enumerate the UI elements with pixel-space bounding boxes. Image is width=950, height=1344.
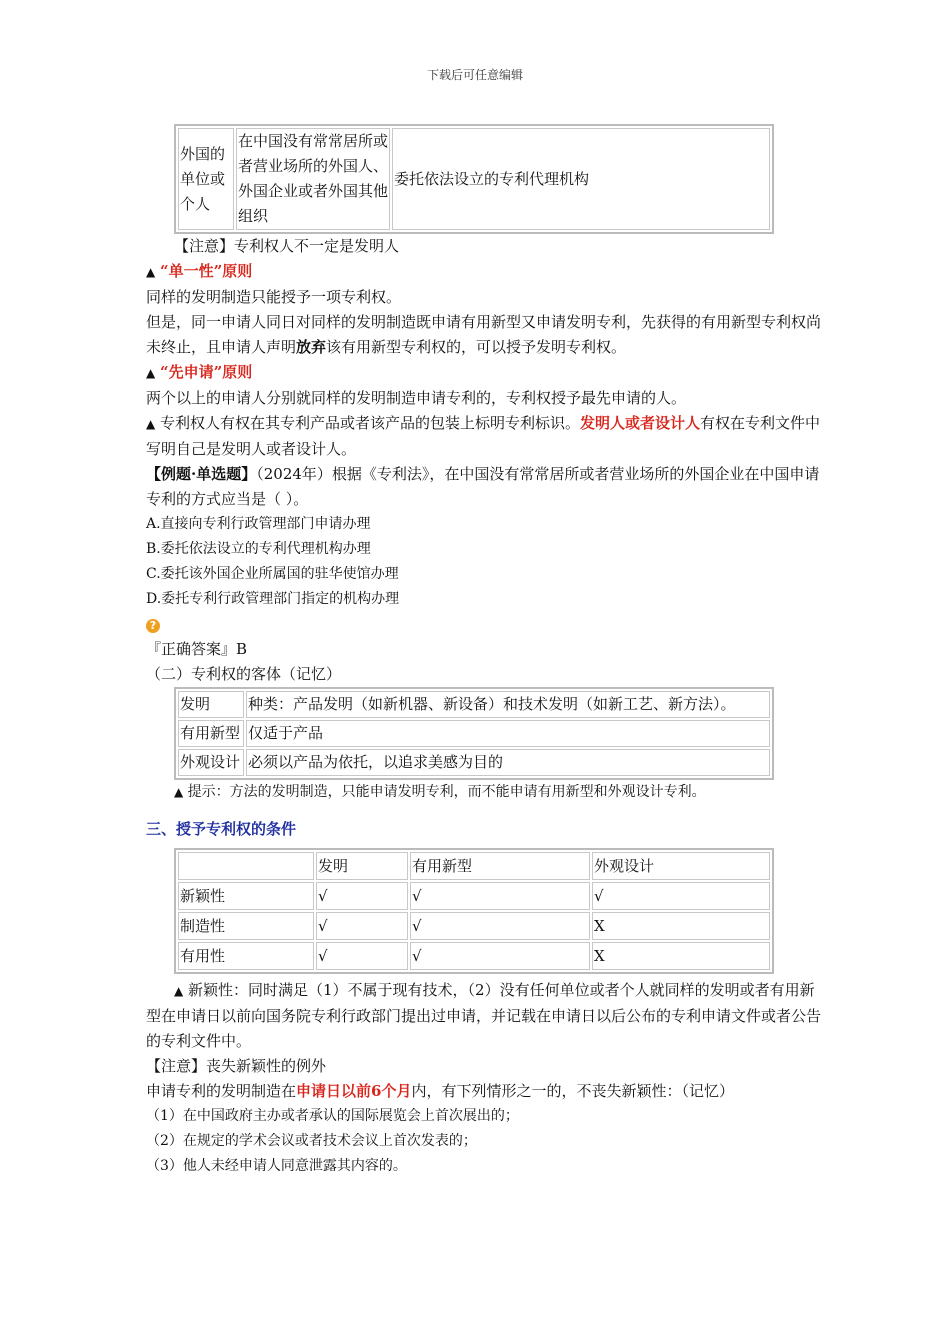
triangle-icon: ▲: [146, 417, 156, 431]
table2-key: 外观设计: [178, 749, 244, 776]
note-novelty-exception: 【注意】丧失新颖性的例外: [146, 1057, 327, 1075]
exception-text-a: 申请专利的发明制造在: [146, 1082, 297, 1100]
table3-cell: √: [410, 882, 590, 910]
single-p2-text-a: 但是，同一申请人同日对同样的发明制造既申请有用新型又申请发明专利，先获得的有用新型专利权尚未终止，且申请人声明: [146, 313, 822, 356]
table2-value: 必须以产品为依托，以追求美感为目的: [246, 749, 770, 776]
table3-cell: X: [592, 912, 770, 940]
exception-item-1: （1）在中国政府主办或者承认的国际展览会上首次展出的；: [146, 1108, 519, 1124]
table-row: [178, 912, 770, 940]
document-body: [146, 124, 826, 1179]
single-principle-title: “单一性”原则: [160, 262, 253, 280]
option-d: D.委托专利行政管理部门指定的机构办理: [146, 591, 400, 607]
table3-cell: √: [316, 882, 408, 910]
table1-cell-method: 委托依法设立的专利代理机构: [392, 128, 770, 230]
table3-cell: 新颖性: [178, 882, 314, 910]
table-row: [178, 720, 770, 747]
table-row: [178, 749, 770, 776]
table3-cell: √: [316, 942, 408, 970]
table-row: [178, 882, 770, 910]
heading-first-principle: [146, 360, 826, 386]
single-principle-p2: [146, 310, 826, 360]
table-row: [178, 691, 770, 718]
table3-header: 发明: [316, 852, 408, 880]
question-mark-icon[interactable]: ?: [146, 619, 160, 633]
page-header: 下载后可任意编辑: [426, 68, 523, 82]
table3-cell: √: [316, 912, 408, 940]
single-p2-bold: 放弃: [296, 338, 327, 356]
marking-text-a: 专利权人有权在其专利产品或者该产品的包装上标明专利标识。: [155, 414, 581, 432]
triangle-icon: ▲: [146, 265, 156, 279]
table-header-row: [178, 852, 770, 880]
tip-text: 提示：方法的发明制造，只能申请发明专利，而不能申请有用新型和外观设计专利。: [183, 784, 706, 800]
novelty-text: 新颖性：同时满足（1）不属于现有技术，（2）没有任何单位或者个人就同样的发明或者有用新型在申请日以前向国务院专利行政部门提出过申请，并记载在申请日以后公布的专利申请文件或者公告的专利文件中。: [146, 981, 822, 1050]
exception-paragraph: [146, 1079, 826, 1104]
table3-cell: 制造性: [178, 912, 314, 940]
triangle-icon: ▲: [174, 984, 184, 998]
correct-answer: 『正确答案』B: [146, 640, 248, 658]
exception-text-red: 申请日以前6个月: [296, 1082, 412, 1100]
patent-object-table: [174, 687, 774, 780]
section2-title: （二）专利权的客体（记忆）: [146, 665, 342, 683]
table3-header: 有用新型: [410, 852, 590, 880]
single-p2-text-c: 该有用新型专利权的，可以授予发明专利权。: [326, 338, 627, 356]
example-question: [146, 462, 826, 512]
exception-item-2: （2）在规定的学术会议或者技术会议上首次发表的；: [146, 1133, 477, 1149]
example-label: 【例题·单选题】: [146, 465, 257, 483]
exception-text-c: 内，有下列情形之一的，不丧失新颖性：（记忆）: [411, 1082, 734, 1100]
table3-header: 外观设计: [592, 852, 770, 880]
marking-text-c: 有权在专利文件中写明自己是发明人或者设计人。: [146, 414, 821, 458]
table3-cell: √: [410, 942, 590, 970]
marking-paragraph: [146, 411, 826, 462]
table3-cell: √: [592, 882, 770, 910]
table3-cell: √: [410, 912, 590, 940]
table3-cell: X: [592, 942, 770, 970]
first-principle-title: “先申请”原则: [160, 363, 253, 381]
option-c: C.委托该外国企业所属国的驻华使馆办理: [146, 566, 399, 582]
patent-conditions-table: [174, 848, 774, 974]
first-principle-p: 两个以上的申请人分别就同样的发明制造申请专利的，专利权授予最先申请的人。: [146, 389, 687, 407]
foreign-applicant-table: [174, 124, 774, 234]
table3-header: [178, 852, 314, 880]
triangle-icon: ▲: [174, 785, 184, 799]
table2-key: 有用新型: [178, 720, 244, 747]
single-principle-p1: 同样的发明制造只能授予一项专利权。: [146, 288, 402, 306]
table2-value: 种类：产品发明（如新机器、新设备）和技术发明（如新工艺、新方法）。: [246, 691, 770, 718]
triangle-icon: ▲: [146, 366, 156, 380]
example-text: （2024年）根据《专利法》，在中国没有常常居所或者营业场所的外国企业在中国申请专利的方式应当是（ ）。: [146, 465, 820, 508]
exception-item-3: （3）他人未经申请人同意泄露其内容的。: [146, 1158, 407, 1174]
table2-key: 发明: [178, 691, 244, 718]
table-row: [178, 942, 770, 970]
heading-single-principle: [146, 259, 826, 285]
option-b: B.委托依法设立的专利代理机构办理: [146, 541, 371, 557]
hint-icon[interactable]: [146, 612, 826, 637]
table1-cell-condition: 在中国没有常常居所或者营业场所的外国人、外国企业或者外国其他组织: [236, 128, 390, 230]
note-patentee: 【注意】专利权人不一定是发明人: [174, 237, 400, 255]
table3-cell: 有用性: [178, 942, 314, 970]
novelty-paragraph: [146, 978, 826, 1054]
section3-title: 三、授予专利权的条件: [146, 820, 297, 838]
marking-text-red: 发明人或者设计人: [580, 414, 701, 432]
tip-paragraph: [146, 780, 826, 805]
option-a: A.直接向专利行政管理部门申请办理: [146, 516, 371, 532]
table2-value: 仅适于产品: [246, 720, 770, 747]
table1-cell-entity: 外国的单位或个人: [178, 128, 234, 230]
